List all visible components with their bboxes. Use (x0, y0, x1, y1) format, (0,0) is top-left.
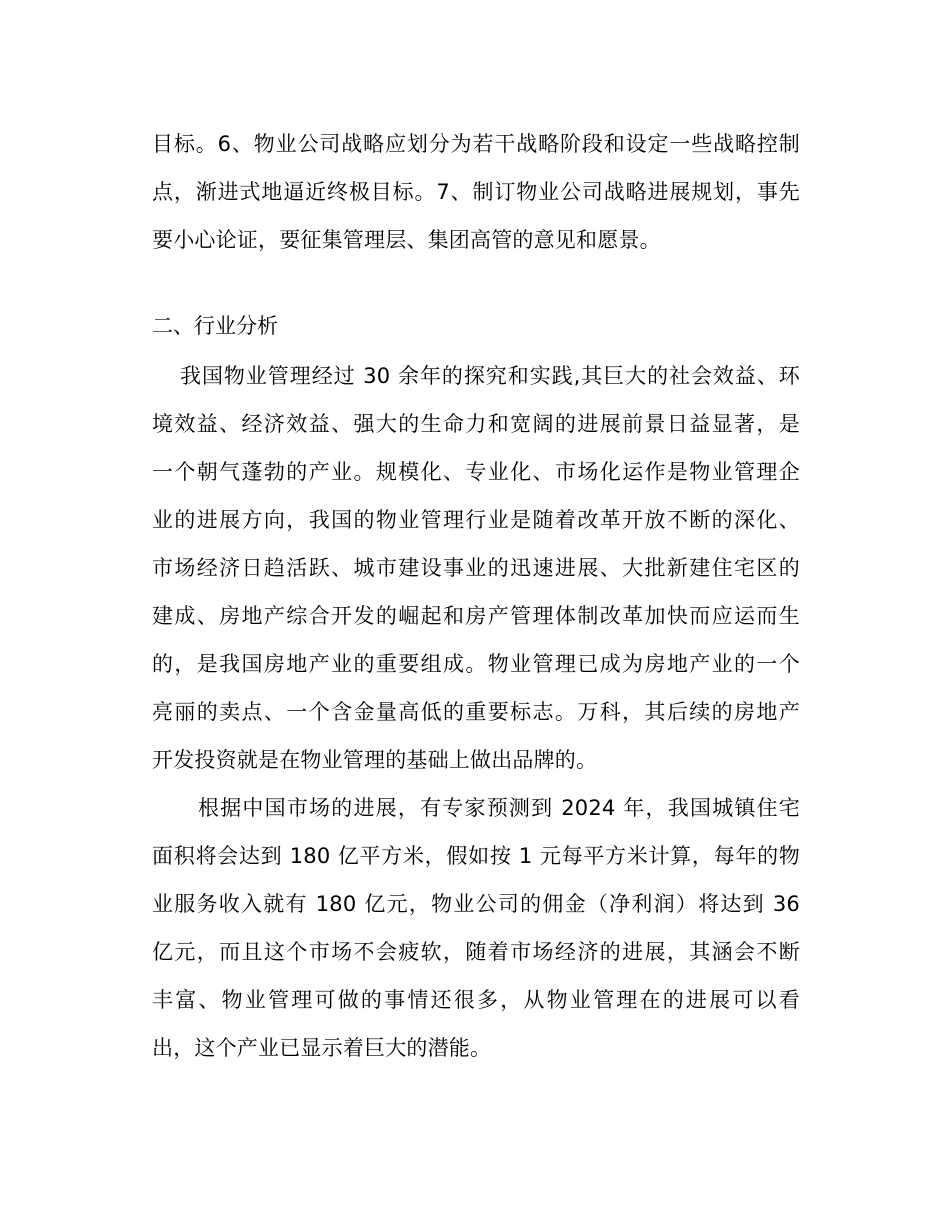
intro-line-2: 点，渐进式地逼近终极目标。7、制订物业公司战略进展规划，事先 (152, 180, 800, 204)
industry-paragraph-1 (152, 352, 800, 784)
paragraph1-line-2: 境效益、经济效益、强大的生命力和宽阔的进展前景日益显著，是 (152, 412, 800, 436)
paragraph1-line-3: 一个朝气蓬勃的产业。规模化、专业化、市场化运作是物业管理企 (152, 460, 800, 484)
intro-paragraph (152, 120, 800, 264)
intro-line-3: 要小心论证，要征集管理层、集团高管的意见和愿景。 (152, 228, 661, 252)
paragraph2-line-3: 业服务收入就有 180 亿元，物业公司的佣金（净利润）将达到 36 (152, 892, 800, 916)
paragraph2-line-4: 亿元，而且这个市场不会疲软，随着市场经济的进展，其涵会不断 (152, 940, 800, 964)
paragraph2-line-1: 根据中国市场的进展，有专家预测到 2024 年，我国城镇住宅 (198, 796, 800, 820)
paragraph1-line-4: 业的进展方向，我国的物业管理行业是随着改革开放不断的深化、 (152, 508, 800, 532)
paragraph2-line-2: 面积将会达到 180 亿平方米，假如按 1 元每平方米计算，每年的物 (152, 844, 800, 868)
paragraph1-line-7: 的，是我国房地产业的重要组成。物业管理已成为房地产业的一个 (152, 652, 800, 676)
paragraph1-line-5: 市场经济日趋活跃、城市建设事业的迅速进展、大批新建住宅区的 (152, 556, 800, 580)
paragraph1-line-6: 建成、房地产综合开发的崛起和房产管理体制改革加快而应运而生 (152, 604, 800, 628)
intro-line-1: 目标。6、物业公司战略应划分为若干战略阶段和设定一些战略控制 (152, 132, 800, 156)
paragraph1-line-8: 亮丽的卖点、一个含金量高低的重要标志。万科，其后续的房地产 (152, 700, 800, 724)
paragraph1-line-1: 我国物业管理经过 30 余年的探究和实践,其巨大的社会效益、环 (180, 364, 800, 388)
section-heading: 二、行业分析 (152, 314, 278, 338)
industry-paragraph-2 (152, 784, 800, 1072)
paragraph2-line-5: 丰富、物业管理可做的事情还很多，从物业管理在的进展可以看 (152, 988, 800, 1012)
paragraph1-line-9: 开发投资就是在物业管理的基础上做出品牌的。 (152, 748, 598, 772)
paragraph2-line-6: 出，这个产业已显示着巨大的潜能。 (152, 1036, 492, 1060)
